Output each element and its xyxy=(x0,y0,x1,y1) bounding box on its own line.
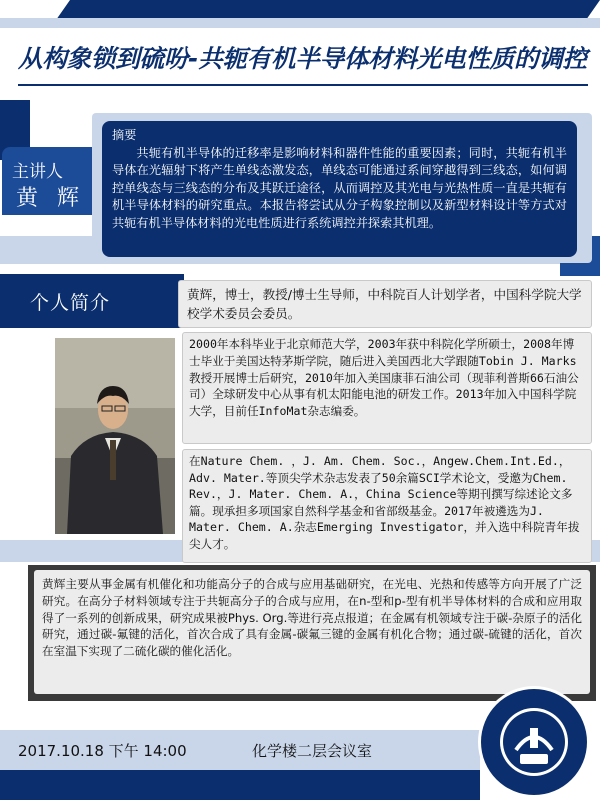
profile-heading: 个人简介 xyxy=(30,292,111,314)
profile-research: 黄辉主要从事金属有机催化和功能高分子的合成与应用基础研究，在光电、光热和传感等方向开展了广泛研究。在高分子材料领域专注于共轭高分子的合成与应用，在n-型和p-型有机半导体材料的合成和应用取得了一系列的创新成果，研究成果被Phys. Org.等进行亮点报道；在金属有机领域专注于碳-杂原子的活化研究，通过碳-氟键的活化，首次合成了具有金属-碳氟三键的金属有机化合物；通过碳-硫键的活化，首次在室温下实现了二硫化碳的催化活化。 xyxy=(34,570,590,694)
speaker-label: 主讲人 xyxy=(12,162,63,182)
abstract-panel xyxy=(102,121,577,257)
profile-education: 2000年本科毕业于北京师范大学，2003年获中科院化学所硕士，2008年博士毕业于美国达特茅斯学院，随后进入美国西北大学跟随Tobin J. Marks教授开展博士后研究，2010年加入美国康菲石油公司（现菲利普斯66石油公司）全球研发中心从事有机太阳能电池的研发工作。2013年加入中国科学院大学，目前任InfoMat杂志编委。 xyxy=(182,332,592,444)
title-underline xyxy=(18,84,588,86)
decor-bar-bottom xyxy=(0,770,480,800)
college-seal-logo xyxy=(476,684,592,800)
event-location: 化学楼二层会议室 xyxy=(252,742,373,760)
decor-bar-top-light xyxy=(0,18,600,28)
decor-bar-top xyxy=(57,0,600,18)
abstract-heading: 摘要 xyxy=(112,128,137,142)
abstract-text: 共轭有机半导体的迁移率是影响材料和器件性能的重要因素；同时，共轭有机半导体在光辐射下将产生单线态激发态，单线态可能通过系间穿越得到三线态，如何调控单线态与三线态的分布及其跃迁途径，从而调控及其光电与光热性质一直是共轭有机半导体材料的研究重点。本报告将尝试从分子构象控制以及新型材料设计等方式对共轭有机半导体材料的光电性质进行系统调控并探索其机理。 xyxy=(112,145,567,230)
speaker-photo xyxy=(55,338,175,534)
speaker-card xyxy=(2,147,92,215)
profile-brief: 黄辉，博士，教授/博士生导师，中科院百人计划学者，中国科学院大学校学术委员会委员。 xyxy=(178,280,592,328)
speaker-photo-image xyxy=(55,338,175,534)
profile-heading-banner xyxy=(0,274,184,328)
event-datetime: 2017.10.18 下午 14:00 xyxy=(18,742,187,760)
page-title: 从构象锁到硫吩-共轭有机半导体材料光电性质的调控 xyxy=(18,44,587,73)
college-seal-icon xyxy=(476,684,592,800)
speaker-name: 黄 辉 xyxy=(16,186,85,211)
profile-publications: 在Nature Chem. ，J. Am. Chem. Soc.，Angew.Chem.Int.Ed.，Adv. Mater.等顶尖学术杂志发表了50余篇SCI学术论文，受邀为Chem. Rev.，J. Mater. Chem. A.，China Science等期刊撰写综述论文多篇。现承担多项国家自然科学基金和省部级基金。2017年被遴选为J. Mater. Chem. A.杂志Emerging Investigator，并入选中科院青年拔尖人才。 xyxy=(182,449,592,563)
